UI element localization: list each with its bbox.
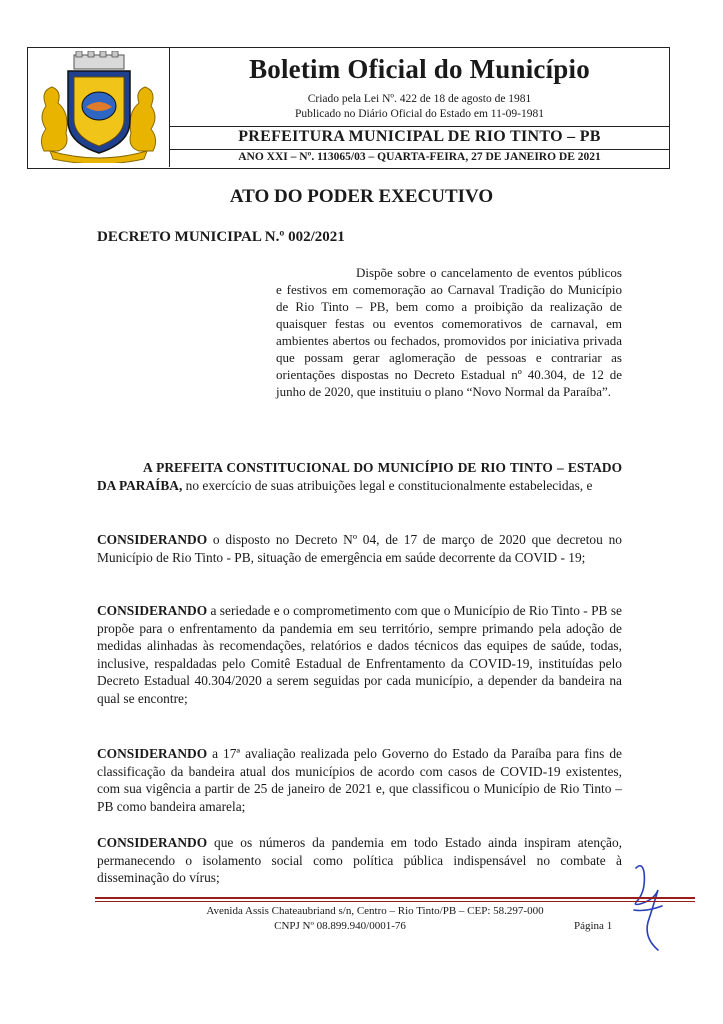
creation-law: Criado pela Lei Nº. 422 de 18 de agosto de 1981: [307, 93, 532, 105]
considerando-text: que os números da pandemia em todo Estado ainda inspiram atenção, permanecendo o isolamento social como política pública indispensável no combate à disseminação do vírus;: [97, 835, 622, 885]
considerando-text: a seriedade e o comprometimento com que o Município de Rio Tinto - PB se propõe para o enfrentamento da pandemia em seu território, sempre primando pela adoção de medidas alinhadas às recomendações, relatórios e dados técnicos das equipes de saúde, todas, inclusive, respaldadas pelo Comitê Estadual de Enfrentamento da COVID-19, instituídas pelo Decreto Estadual 40.304/2020 a serem seguidas por cada município, a depender da bandeira na qual se encontre;: [97, 603, 622, 706]
bulletin-header: [27, 47, 670, 169]
preamble-authority: A PREFEITA CONSTITUCIONAL DO MUNICÍPIO DE RIO TINTO – ESTADO DA PARAÍBA,: [97, 460, 622, 493]
considerando-text: o disposto no Decreto Nº 04, de 17 de março de 2020 que decretou no Município de Rio Tinto - PB, situação de emergência em saúde decorrente da COVID - 19;: [97, 532, 622, 565]
considerando-label: CONSIDERANDO: [97, 532, 208, 547]
footer-address: Avenida Assis Chateaubriand s/n, Centro – Rio Tinto/PB – CEP: 58.297-000: [206, 905, 544, 917]
divider: [170, 149, 669, 150]
creation-info: [170, 92, 669, 122]
considerando-label: CONSIDERANDO: [97, 603, 208, 618]
section-title: ATO DO PODER EXECUTIVO: [229, 186, 494, 207]
considerando-paragraph: [97, 602, 622, 707]
crest-cell: [28, 48, 170, 167]
preamble-text: no exercício de suas atribuições legal e constitucionalmente estabelecidas, e: [182, 477, 593, 493]
considerando-text: a 17ª avaliação realizada pelo Governo do Estado da Paraíba para fins de classificação da bandeira atual dos municípios de acordo com casos de COVID-19 existentes, com sua vigência a partir de 25 de janeiro de 2021 e, que classificou o Município de Rio Tinto – PB como bandeira amarela;: [97, 746, 622, 814]
considerando-paragraph: [97, 834, 622, 887]
divider: [170, 126, 669, 127]
bulletin-title: Boletim Oficial do Município: [249, 54, 590, 84]
footer-divider: [95, 897, 695, 899]
footer-divider: [95, 901, 695, 902]
considerando-label: CONSIDERANDO: [97, 835, 208, 850]
considerando-paragraph: [97, 745, 622, 815]
municipal-coat-of-arms-icon: [36, 51, 161, 163]
prefeitura-name: PREFEITURA MUNICIPAL DE RIO TINTO – PB: [238, 128, 601, 145]
considerando-paragraph: [97, 531, 622, 566]
publication-info: Publicado no Diário Oficial do Estado em 11-09-1981: [294, 108, 544, 120]
page-number: Página 1: [574, 920, 613, 932]
decree-ementa: Dispõe sobre o cancelamento de eventos públicos e festivos em comemoração ao Carnaval Tradição do Município de Rio Tinto – PB, bem como a proibição da realização de quaisquer festas ou eventos comemorativos de carnaval, em ambientes abertos ou fechados, promovidos por iniciativa privada que possam gerar aglomeração de pessoas e contrariar as orientações dispostas no Decreto Estadual nº 40.304, de 12 de junho de 2020, que instituiu o plano “Novo Normal da Paraíba”.: [276, 265, 622, 399]
edition-line: ANO XXI – Nº. 113065/03 – QUARTA-FEIRA, 27 DE JANEIRO DE 2021: [238, 151, 601, 163]
footer-cnpj: CNPJ Nº 08.899.940/0001-76: [274, 920, 406, 932]
title-cell: [170, 48, 669, 167]
decree-title: DECRETO MUNICIPAL N.º 002/2021: [97, 229, 345, 245]
preamble-paragraph: [97, 459, 622, 494]
considerando-label: CONSIDERANDO: [97, 746, 208, 761]
signature-icon: [628, 860, 668, 955]
